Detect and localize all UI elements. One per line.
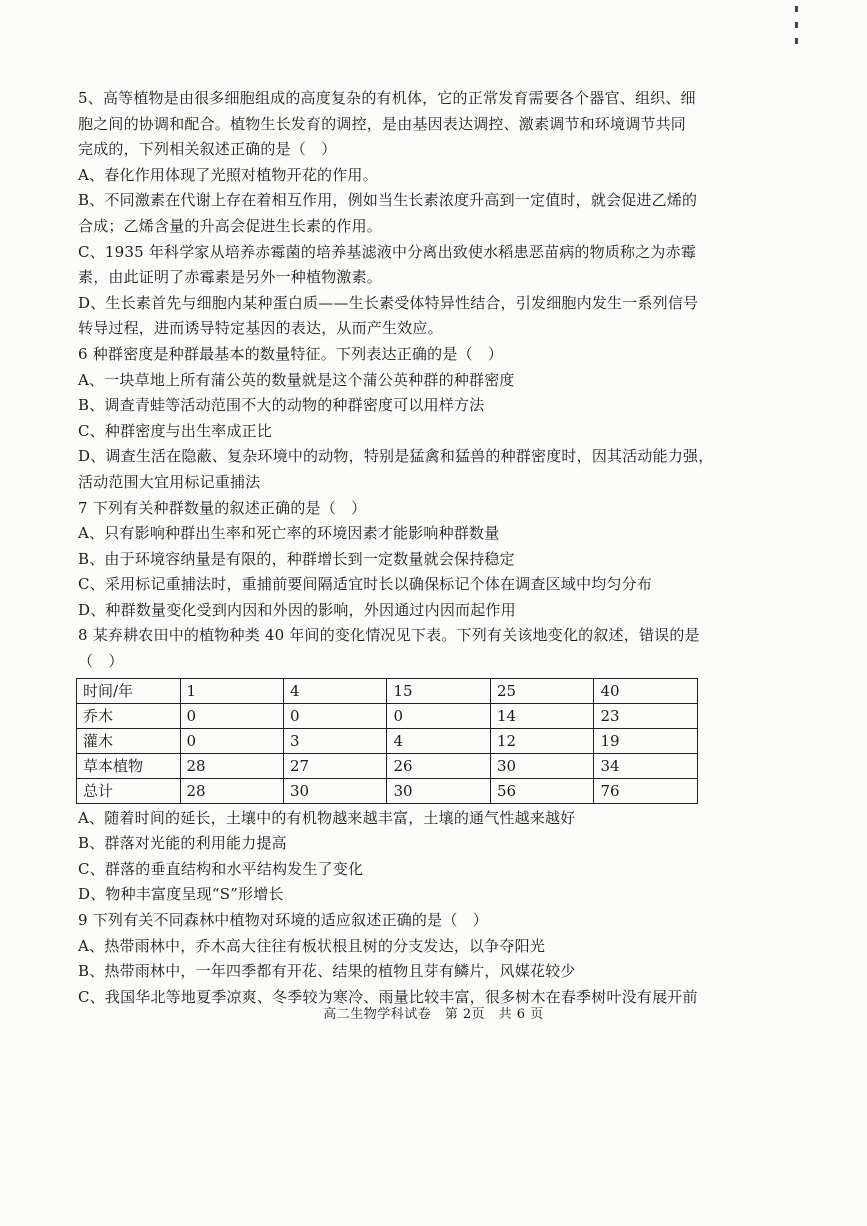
option-b: B、热带雨林中，一年四季都有开花、结果的植物且芽有鳞片，风媒花较少 bbox=[78, 962, 576, 981]
table-cell: 30 bbox=[387, 778, 490, 803]
table-cell: 15 bbox=[387, 678, 490, 703]
option-d: D、调查生活在隐蔽、复杂环境中的动物，特别是猛禽和猛兽的种群密度时，因其活动能力强， bbox=[78, 447, 714, 466]
page-footer: 高二生物学科试卷 第 2页 共 6 页 bbox=[323, 1007, 544, 1022]
table-cell: 30 bbox=[283, 778, 386, 803]
option-b: B、不同激素在代谢上存在着相互作用，例如当生长素浓度升高到一定值时，就会促进乙烯的 bbox=[78, 191, 698, 210]
option-c: C、我国华北等地夏季凉爽、冬季较为寒冷、雨量比较丰富，很多树木在春季树叶没有展开前 bbox=[78, 987, 698, 1006]
table-cell: 草本植物 bbox=[77, 753, 181, 778]
table-cell: 40 bbox=[594, 678, 698, 703]
table-cell: 总计 bbox=[77, 778, 181, 803]
exam-page-content bbox=[78, 86, 714, 1010]
question-8 bbox=[78, 623, 704, 908]
question-stem-line: 9 下列有关不同森林中植物对环境的适应叙述正确的是（ ） bbox=[78, 911, 488, 930]
option-a: A、春化作用体现了光照对植物开花的作用。 bbox=[78, 165, 378, 184]
table-cell: 0 bbox=[180, 728, 283, 753]
option-a: A、随着时间的延长，土壤中的有机物越来越丰富，土壤的通气性越来越好 bbox=[78, 808, 576, 827]
question-stem-line: 完成的，下列相关叙述正确的是（ ） bbox=[78, 140, 337, 159]
question-stem-line: 8 某弃耕农田中的植物种类 40 年间的变化情况见下表。下列有关该地变化的叙述，错误的是 bbox=[78, 626, 700, 645]
table-cell: 56 bbox=[490, 778, 593, 803]
table-cell: 3 bbox=[283, 728, 386, 753]
table-cell: 灌木 bbox=[77, 728, 181, 753]
table-cell: 27 bbox=[283, 753, 386, 778]
option-c-cont: 素，由此证明了赤霉素是另外一种植物激素。 bbox=[78, 268, 383, 287]
option-b: B、调查青蛙等活动范围不大的动物的种群密度可以用样方法 bbox=[78, 396, 485, 415]
table-cell: 0 bbox=[387, 703, 490, 728]
table-cell: 0 bbox=[283, 703, 386, 728]
question-5 bbox=[78, 86, 704, 342]
table-cell: 19 bbox=[594, 728, 698, 753]
table-cell: 28 bbox=[180, 753, 283, 778]
option-d: D、种群数量变化受到内因和外因的影响，外因通过内因而起作用 bbox=[78, 600, 516, 619]
option-c: C、种群密度与出生率成正比 bbox=[78, 421, 273, 440]
table-cell: 34 bbox=[594, 753, 698, 778]
table-cell: 28 bbox=[180, 778, 283, 803]
question-7 bbox=[78, 496, 704, 624]
table-cell: 12 bbox=[490, 728, 593, 753]
option-c: C、采用标记重捕法时，重捕前要间隔适宜时长以确保标记个体在调查区域中均匀分布 bbox=[78, 575, 653, 594]
option-b: B、由于环境容纳量是有限的，种群增长到一定数量就会保持稳定 bbox=[78, 549, 515, 568]
option-d-cont: 转导过程，进而诱导特定基因的表达，从而产生效应。 bbox=[78, 319, 443, 338]
table-cell: 乔木 bbox=[77, 703, 181, 728]
table-row bbox=[77, 753, 698, 778]
table-row bbox=[77, 703, 698, 728]
table-cell: 30 bbox=[490, 753, 593, 778]
scan-mark bbox=[795, 6, 798, 12]
scan-mark bbox=[795, 38, 798, 44]
option-d: D、生长素首先与细胞内某种蛋白质——生长素受体特异性结合，引发细胞内发生一系列信号 bbox=[78, 293, 699, 312]
option-a: A、热带雨林中，乔木高大往往有板状根且树的分支发达，以争夺阳光 bbox=[78, 936, 546, 955]
table-cell: 14 bbox=[490, 703, 593, 728]
question-stem-line: 胞之间的协调和配合。植物生长发育的调控，是由基因表达调控、激素调节和环境调节共同 bbox=[78, 114, 687, 133]
table-cell: 时间/年 bbox=[77, 678, 181, 703]
option-d: D、物种丰富度呈现“S”形增长 bbox=[78, 885, 284, 904]
question-stem-line: 6 种群密度是种群最基本的数量特征。下列表达正确的是（ ） bbox=[78, 344, 504, 363]
table-cell: 4 bbox=[387, 728, 490, 753]
question-9 bbox=[78, 908, 704, 1010]
option-b-cont: 合成；乙烯含量的升高会促进生长素的作用。 bbox=[78, 216, 383, 235]
question-stem-line: （ ） bbox=[78, 652, 124, 671]
table-cell: 23 bbox=[594, 703, 698, 728]
option-c: C、群落的垂直结构和水平结构发生了变化 bbox=[78, 859, 364, 878]
table-cell: 76 bbox=[594, 778, 698, 803]
option-c: C、1935 年科学家从培养赤霉菌的培养基滤液中分离出致使水稻患恶苗病的物质称之为赤霉 bbox=[78, 242, 697, 261]
table-row bbox=[77, 728, 698, 753]
table-row bbox=[77, 678, 698, 703]
table-cell: 25 bbox=[490, 678, 593, 703]
question-stem-line: 5、高等植物是由很多细胞组成的高度复杂的有机体，它的正常发育需要各个器官、组织、细 bbox=[78, 89, 696, 107]
scan-mark bbox=[795, 22, 798, 28]
table-cell: 0 bbox=[180, 703, 283, 728]
option-a: A、一块草地上所有蒲公英的数量就是这个蒲公英种群的种群密度 bbox=[78, 370, 515, 389]
table-cell: 1 bbox=[180, 678, 283, 703]
option-b: B、群落对光能的利用能力提高 bbox=[78, 834, 287, 853]
option-d-cont: 活动范围大宜用标记重捕法 bbox=[78, 472, 261, 491]
question-stem-line: 7 下列有关种群数量的叙述正确的是（ ） bbox=[78, 498, 367, 517]
table-row bbox=[77, 778, 698, 803]
option-a: A、只有影响种群出生率和死亡率的环境因素才能影响种群数量 bbox=[78, 524, 500, 543]
table-cell: 26 bbox=[387, 753, 490, 778]
question-6 bbox=[78, 342, 714, 496]
table-cell: 4 bbox=[283, 678, 386, 703]
succession-table bbox=[76, 678, 698, 804]
